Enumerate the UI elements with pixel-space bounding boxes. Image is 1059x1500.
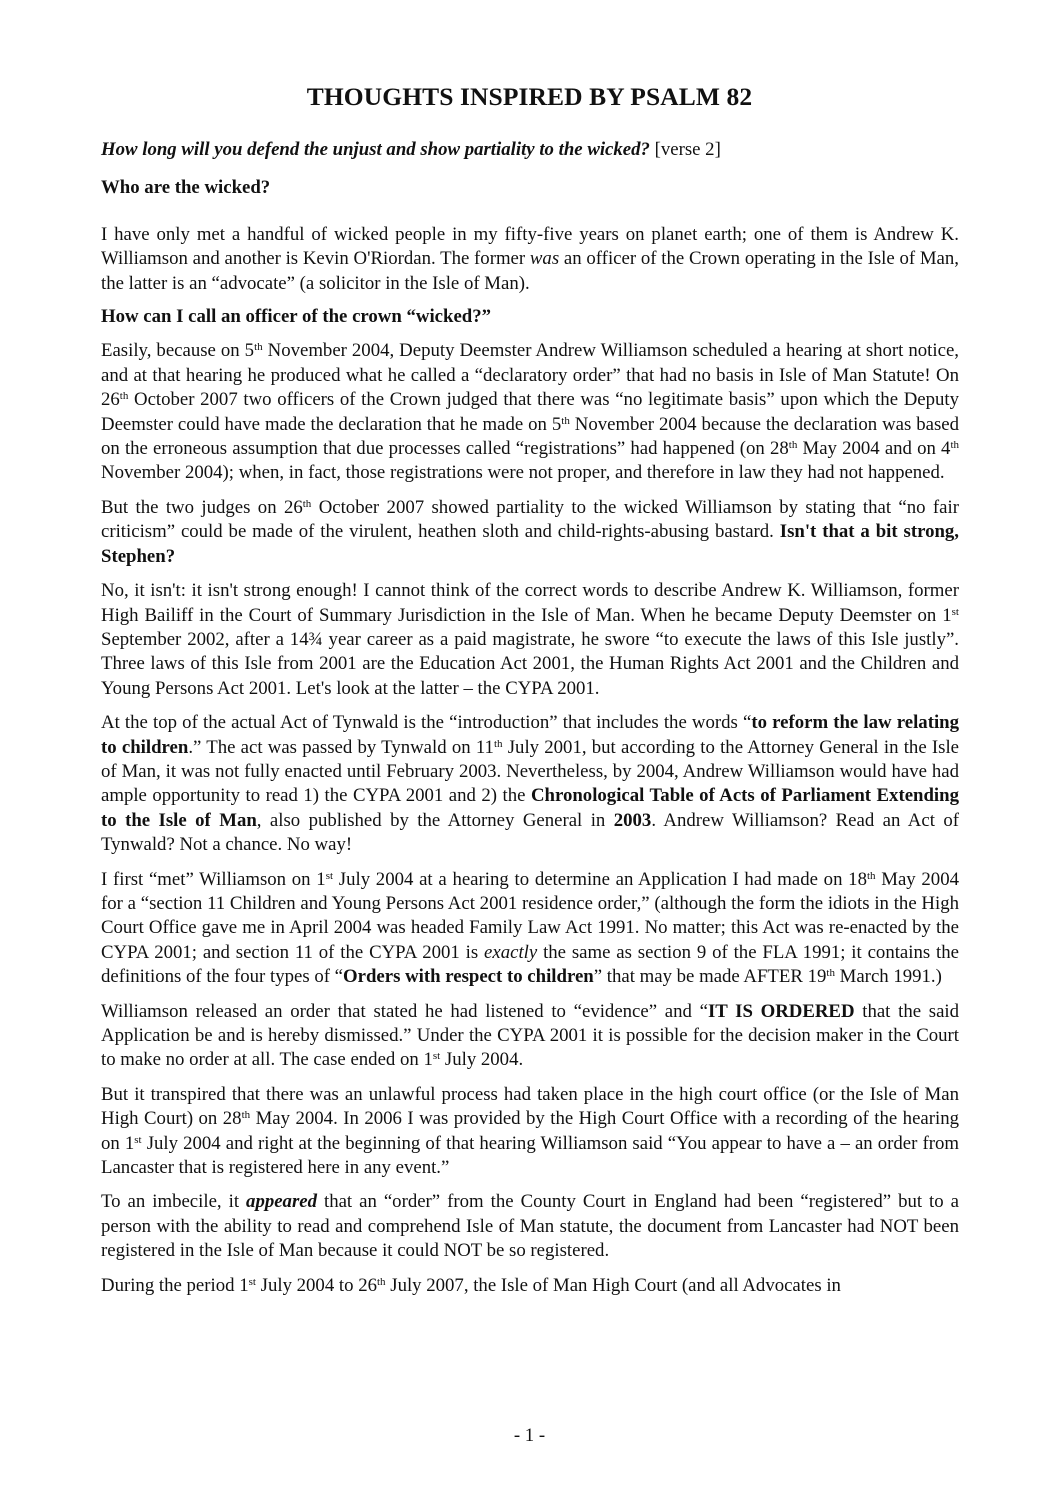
section-heading: How can I call an officer of the crown “wicked?” (101, 306, 492, 328)
paragraph: No, it isn't: it isn't strong enough! I cannot think of the correct words to describe Andrew K. Williamson, former High Bailiff in the Court of Summary Jurisdiction in the Isle of Man. When he became Deputy Deemster on 1st September 2002, after a 14¾ year career as a paid magistrate, he swore “to execute the laws of this Isle justly”. Three laws of this Isle from 2001 are the Education Act 2001, the Human Rights Act 2001 and the Children and Young Persons Act 2001. Let's look at the latter – the CYPA 2001. (101, 580, 959, 699)
section-heading: Who are the wicked? (101, 177, 271, 199)
emphasis: was (529, 248, 560, 270)
paragraph: But it transpired that there was an unlawful process had taken place in the high court office (or the Isle of Man High Court) on 28th May 2004. In 2006 I was provided by the High Court Office with a recording of the hearing on 1st July 2004 and right at the beginning of that hearing Williamson said “You appear to have a – an order from Lancaster that is registered here in any event.” (101, 1083, 959, 1179)
paragraph: I first “met” Williamson on 1st July 2004 at a hearing to determine an Application I had made on 18th May 2004 for a “section 11 Children and Young Persons Act 2001 residence order,” (although the form the idiots in the High Court Office gave me in April 2004 was headed Family Law Act 1991. No matter; this Act was re-enacted by the CYPA 2001; and section 11 of the CYPA 2001 is exactly the same as section 9 of the FLA 1991; it contains the definitions of the four types of “Orders with respect to children” that may be made AFTER 19th March 1991.) (101, 868, 959, 988)
page-title: THOUGHTS INSPIRED BY PSALM 82 (306, 82, 753, 111)
page-number: - 1 - (513, 1425, 546, 1446)
document-body (101, 138, 959, 1308)
paragraph: I have only met a handful of wicked people in my fifty-five years on planet earth; one of them is Andrew K. Williamson and another is Kevin O'Riordan. The former was an officer of the Crown operating in the Isle of Man, the latter is an “advocate” (a solicitor in the Isle of Man). (101, 223, 959, 294)
paragraph: But the two judges on 26th October 2007 showed partiality to the wicked Williamson by stating that “no fair criticism” could be made of the virulent, heathen sloth and child-rights-abusing bastard. Isn't that a bit strong, Stephen? (101, 496, 960, 567)
inline-heading: Isn't that a bit strong, Stephen? (101, 521, 960, 567)
paragraph: To an imbecile, it appeared that an “order” from the County Court in England had been “registered” but to a person with the ability to read and comprehend Isle of Man statute, the document from Lancaster had NOT been registered in the Isle of Man because it could NOT be so registered. (101, 1191, 959, 1262)
paragraph: During the period 1st July 2004 to 26th July 2007, the Isle of Man High Court (and all Advocates in (101, 1274, 841, 1296)
epigraph-quote: How long will you defend the unjust and show partiality to the wicked? (101, 139, 650, 160)
epigraph-reference: [verse 2] (649, 139, 721, 160)
paragraph: At the top of the actual Act of Tynwald is the “introduction” that includes the words “to reform the law relating to children.” The act was passed by Tynwald on 11th July 2001, but according to the Attorney General in the Isle of Man, it was not fully enacted until February 2003. Nevertheless, by 2004, Andrew Williamson would have had ample opportunity to read 1) the CYPA 2001 and 2) the Chronological Table of Acts of Parliament Extending to the Isle of Man, also published by the Attorney General in 2003. Andrew Williamson? Read an Act of Tynwald? Not a chance. No way! (101, 712, 960, 856)
epigraph (101, 138, 959, 162)
paragraph: Williamson released an order that stated he had listened to “evidence” and “IT IS ORDERED that the said Application be and is hereby dismissed.” Under the CYPA 2001 it is possible for the decision maker in the Court to make no order at all. The case ended on 1st July 2004. (101, 1000, 960, 1071)
paragraph: Easily, because on 5th November 2004, Deputy Deemster Andrew Williamson scheduled a hearing at short notice, and at that hearing he produced what he called a “declaratory order” that had no basis in Isle of Man Statute! On 26th October 2007 two officers of the Crown judged that there was “no legitimate basis” upon which the Deputy Deemster could have made the declaration that he made on 5th November 2004 because the declaration was based on the erroneous assumption that due processes called “registrations” had happened (on 28th May 2004 and on 4th November 2004); when, in fact, those registrations were not proper, and therefore in law they had not happened. (101, 340, 959, 484)
